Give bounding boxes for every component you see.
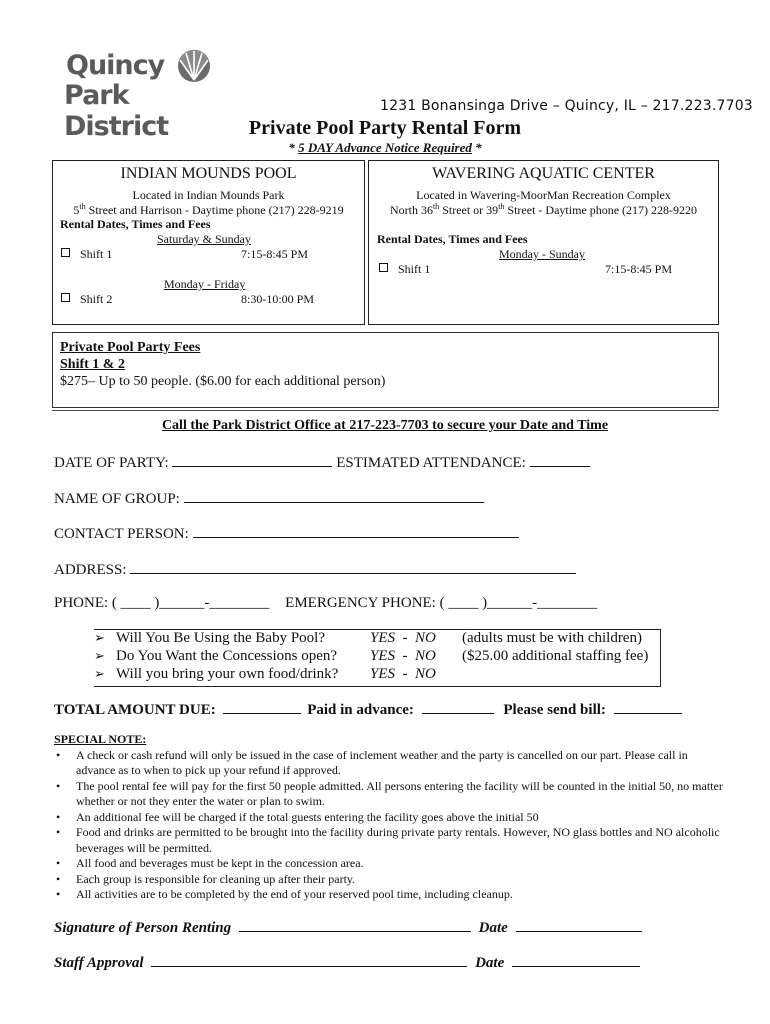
- question-own-food: ➢ Will you bring your own food/drink?: [94, 666, 339, 682]
- fees-shift-label: Shift 1 & 2: [60, 357, 125, 372]
- group-label: NAME OF GROUP:: [54, 491, 180, 507]
- pool-location: Located in Wavering-MoorMan Recreation Complex: [416, 188, 671, 202]
- wavering-aquatic-center-box: [368, 160, 719, 325]
- phone-row: [54, 595, 597, 612]
- question-concessions: ➢ Do You Want the Concessions open?: [94, 648, 338, 664]
- send-bill-field[interactable]: [614, 700, 682, 714]
- shift-1-checkbox[interactable]: Shift 1: [61, 247, 112, 262]
- logo-text-quincy: Quincy: [66, 50, 165, 81]
- shift-1-time: 7:15-8:45 PM: [605, 262, 673, 276]
- paid-advance-label: Paid in advance:: [307, 702, 414, 718]
- shift-2-checkbox[interactable]: Shift 2: [61, 292, 112, 307]
- totals-row: [54, 700, 682, 719]
- rental-heading: Rental Dates, Times and Fees: [60, 217, 211, 231]
- staff-approval-row: [54, 953, 640, 972]
- pool-address-phone: 5th Street and Harrison - Daytime phone (217) 228-9219: [73, 202, 344, 217]
- arrow-bullet-icon: ➢: [94, 630, 105, 645]
- staff-date-field[interactable]: [512, 953, 640, 967]
- group-row: [54, 489, 484, 508]
- call-instructions: Call the Park District Office at 217-223-7703 to secure your Date and Time: [161, 418, 609, 433]
- baby-pool-note: (adults must be with children): [462, 630, 642, 646]
- advance-notice: * 5 DAY Advance Notice Required *: [288, 140, 482, 155]
- shift-1-checkbox[interactable]: Shift 1: [379, 262, 430, 277]
- address-row: [54, 560, 576, 579]
- list-item: • Each group is responsible for cleaning up after their party.: [54, 872, 724, 888]
- weekend-label: Saturday & Sunday: [157, 232, 251, 246]
- pool-name: INDIAN MOUNDS POOL: [120, 165, 297, 182]
- rental-heading: Rental Dates, Times and Fees: [377, 232, 528, 246]
- send-bill-label: Please send bill:: [503, 702, 606, 718]
- list-item: • All food and beverages must be kept in the concession area.: [54, 856, 724, 872]
- concessions-note: ($25.00 additional staffing fee): [462, 648, 649, 664]
- office-address: 1231 Bonansinga Drive – Quincy, IL – 217.223.7703: [380, 98, 753, 114]
- contact-label: CONTACT PERSON:: [54, 526, 189, 542]
- baby-pool-yes-no[interactable]: YES - NO: [370, 630, 436, 646]
- date-attendance-row: [54, 453, 590, 472]
- address-field[interactable]: [130, 560, 576, 574]
- checkbox-icon: [379, 263, 388, 272]
- list-item: • An additional fee will be charged if the total guests entering the facility goes above the initial 50: [54, 810, 724, 826]
- renter-signature-row: [54, 918, 642, 937]
- list-item: • A check or cash refund will only be issued in the case of inclement weather and the party is cancelled on our part. Please call in advance as to when to pick up your refund if approved.: [54, 748, 724, 779]
- special-note-heading: SPECIAL NOTE:: [54, 732, 147, 746]
- park-district-logo: [64, 46, 224, 142]
- concessions-yes-no[interactable]: YES - NO: [370, 648, 436, 664]
- renter-signature-field[interactable]: [239, 918, 471, 932]
- staff-approval-label: Staff Approval: [54, 955, 144, 971]
- arrow-bullet-icon: ➢: [94, 666, 105, 681]
- checkbox-icon: [61, 248, 70, 257]
- own-food-yes-no[interactable]: YES - NO: [370, 666, 436, 682]
- list-item: • Food and drinks are permitted to be brought into the facility during private party rentals. However, NO glass bottles and NO alcoholic beverages will be permitted.: [54, 825, 724, 856]
- logo-text-park-district: Park District: [64, 80, 169, 142]
- fees-price: $275– Up to 50 people. ($6.00 for each additional person): [60, 374, 386, 389]
- contact-row: [54, 524, 519, 543]
- total-due-label: TOTAL AMOUNT DUE:: [54, 702, 216, 718]
- special-note-section: [54, 732, 724, 903]
- total-due-field[interactable]: [223, 700, 301, 714]
- list-item: • The pool rental fee will pay for the first 50 people admitted. All persons entering the facility will be counted in the initial 50, no matter whether or not they enter the water or plan to swim.: [54, 779, 724, 810]
- arrow-bullet-icon: ➢: [94, 648, 105, 663]
- renter-date-field[interactable]: [516, 918, 642, 932]
- checkbox-icon: [61, 293, 70, 302]
- renter-signature-label: Signature of Person Renting: [54, 920, 232, 936]
- shell-logo-icon: [174, 48, 214, 84]
- phone-field[interactable]: PHONE: ( ____ )______-________: [54, 595, 270, 611]
- question-baby-pool: ➢ Will You Be Using the Baby Pool?: [94, 630, 325, 646]
- questions-box: [94, 629, 661, 687]
- pool-name: WAVERING AQUATIC CENTER: [432, 165, 655, 182]
- attendance-label: ESTIMATED ATTENDANCE:: [336, 455, 526, 471]
- shift-2-time: 8:30-10:00 PM: [241, 292, 315, 306]
- pool-address-phone: North 36th Street or 39th Street - Daytime phone (217) 228-9220: [389, 202, 698, 217]
- weekday-label: Monday - Friday: [164, 277, 246, 291]
- staff-approval-field[interactable]: [151, 953, 467, 967]
- date-label: DATE OF PARTY:: [54, 455, 169, 471]
- staff-date-label: Date: [475, 955, 505, 971]
- form-title: Private Pool Party Rental Form: [248, 117, 522, 139]
- paid-advance-field[interactable]: [422, 700, 494, 714]
- attendance-field[interactable]: [530, 453, 590, 467]
- contact-person-field[interactable]: [193, 524, 519, 538]
- party-fees-box: [52, 332, 719, 408]
- address-label: ADDRESS:: [54, 562, 127, 578]
- fees-heading: Private Pool Party Fees: [60, 340, 201, 355]
- group-name-field[interactable]: [184, 489, 484, 503]
- date-of-party-field[interactable]: [172, 453, 332, 467]
- days-label: Monday - Sunday: [499, 247, 585, 261]
- shift-1-time: 7:15-8:45 PM: [241, 247, 309, 261]
- renter-date-label: Date: [478, 920, 508, 936]
- pool-location: Located in Indian Mounds Park: [132, 188, 285, 202]
- list-item: • All activities are to be completed by the end of your reserved pool time, including cleanup.: [54, 887, 724, 903]
- emergency-phone-field[interactable]: EMERGENCY PHONE: ( ____ )______-________: [285, 595, 598, 611]
- indian-mounds-pool-box: [52, 160, 365, 325]
- special-note-list: [54, 748, 724, 903]
